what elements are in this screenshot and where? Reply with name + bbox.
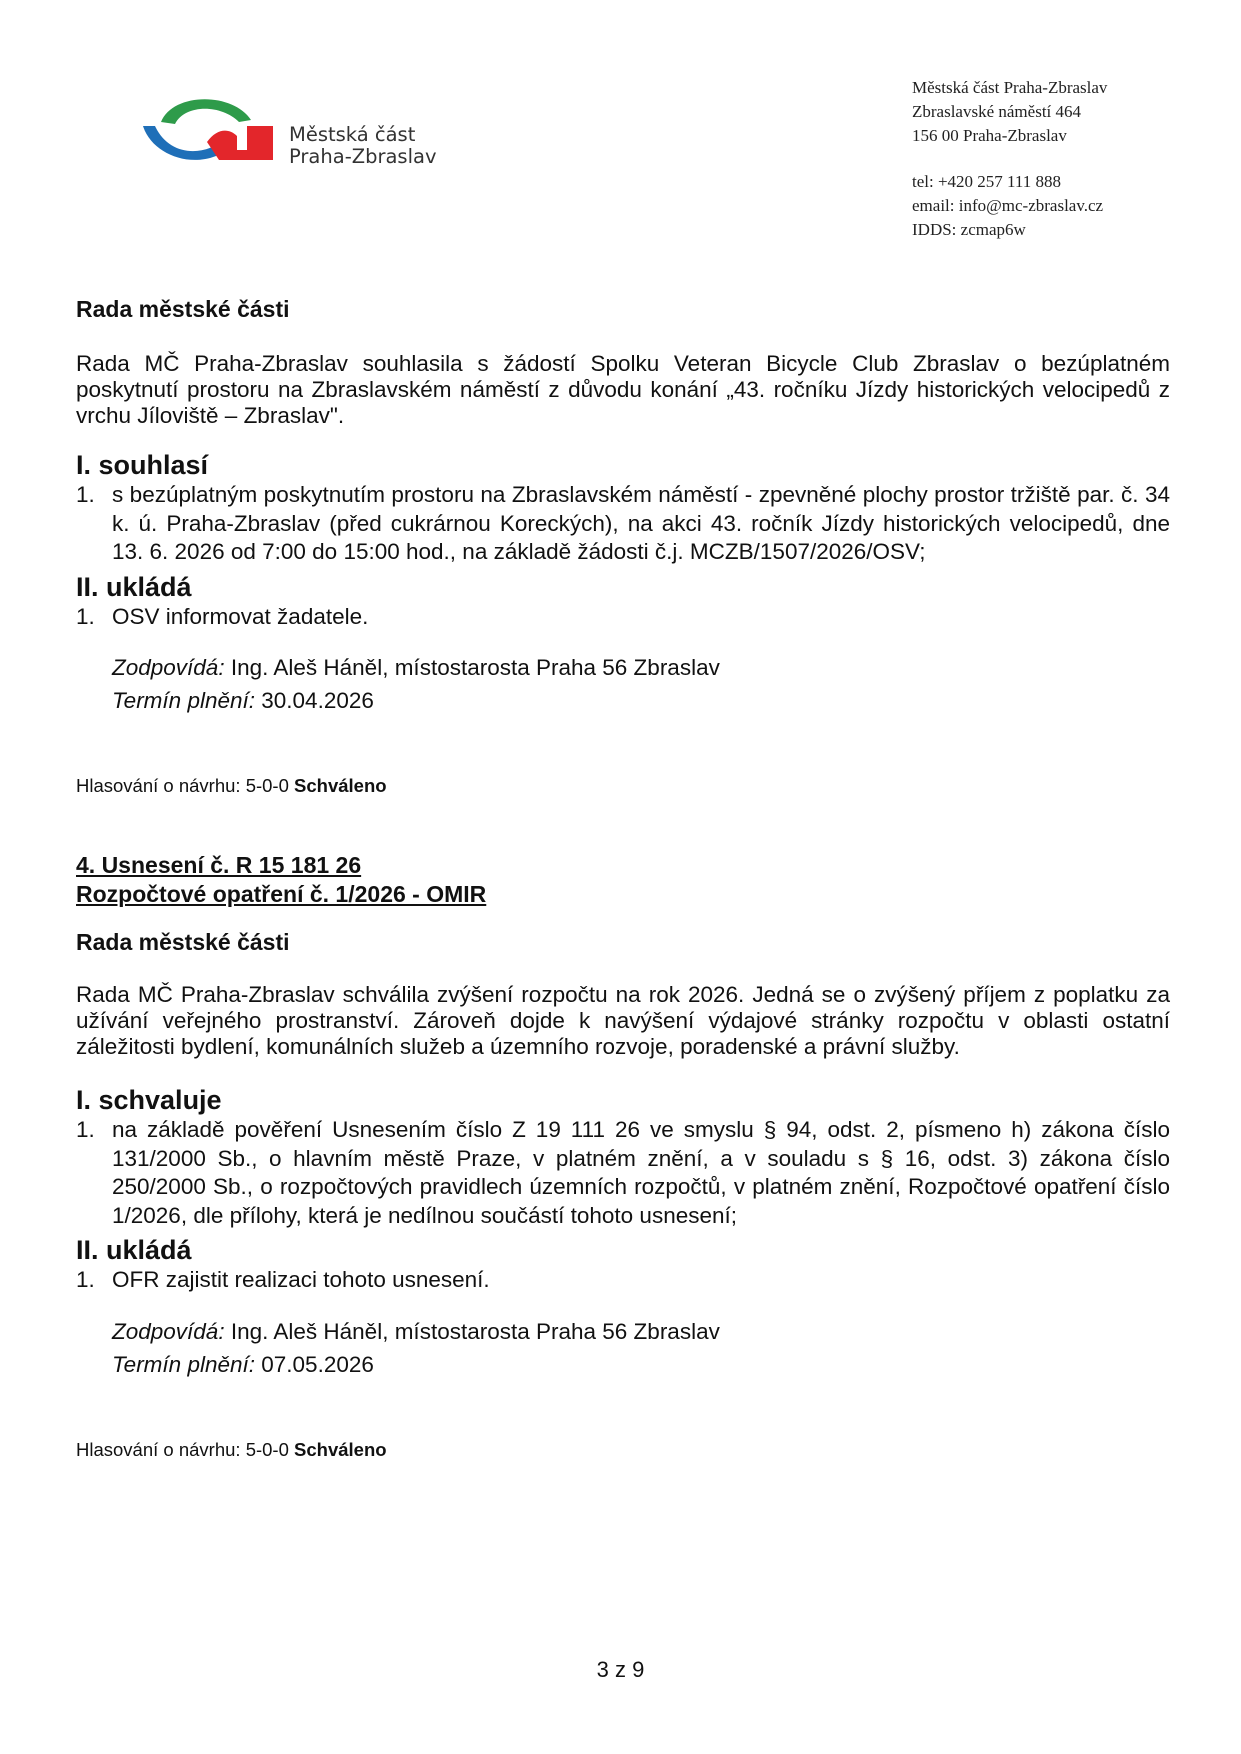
section-title-agrees: I. souhlasí bbox=[76, 450, 209, 480]
email-line: email: info@mc-zbraslav.cz bbox=[912, 196, 1104, 215]
address-line: Zbraslavské náměstí 464 bbox=[912, 102, 1082, 121]
logo-emblem-icon bbox=[143, 98, 283, 168]
vote-result: Hlasování o návrhu: 5-0-0 Schváleno bbox=[76, 775, 387, 796]
section-title-orders: II. ukládá bbox=[76, 571, 192, 602]
deadline-line: Termín plnění: 30.04.2026 bbox=[112, 688, 374, 713]
list-item: 1. s bezúplatným poskytnutím prostoru na Zbraslavském náměstí - zpevněné plochy prostor tržiště par. č. 34 k. ú. Praha-Zbraslav (před cukrárnou Koreckých), na akci 43. ročník Jízdy historických velocipedů, dne 13. 6. 2026 od 7:00 do 15:00 hod., na základě žádosti č.j. MCZB/1507/2026/OSV; bbox=[76, 482, 1170, 564]
vote-result: Hlasování o návrhu: 5-0-0 Schváleno bbox=[76, 1438, 387, 1460]
address-line: Městská část Praha-Zbraslav bbox=[912, 78, 1108, 97]
list-item: 1. OFR zajistit realizaci tohoto usnesení. bbox=[76, 1267, 490, 1292]
resolution-title: Rozpočtové opatření č. 1/2026 - OMIR bbox=[76, 881, 487, 907]
idds-line: IDDS: zcmap6w bbox=[912, 220, 1026, 239]
page-number: 3 z 9 bbox=[596, 1657, 645, 1682]
orders-list bbox=[76, 1266, 1170, 1295]
deadline-line: Termín plnění: 07.05.2026 bbox=[112, 1351, 374, 1377]
orders-list bbox=[76, 603, 1170, 632]
council-heading: Rada městské části bbox=[76, 929, 290, 955]
municipality-logo bbox=[143, 98, 443, 178]
logo-line-1: Městská část bbox=[289, 123, 416, 146]
list-item: 1. OSV informovat žadatele. bbox=[76, 603, 369, 629]
responsible-line: Zodpovídá: Ing. Aleš Háněl, místostarosta Praha 56 Zbraslav bbox=[112, 655, 720, 680]
resolution-intro: Rada MČ Praha-Zbraslav schválila zvýšení rozpočtu na rok 2026. Jedná se o zvýšený příjem z poplatku za užívání veřejného prostranství. Zároveň dojde k navýšení výdajové stránky rozpočtu v oblasti ostatní záležitosti bydlení, komunálních služeb a územního rozvoje, poradenské a právní služby. bbox=[76, 982, 1170, 1059]
responsible-line: Zodpovídá: Ing. Aleš Háněl, místostarosta Praha 56 Zbraslav bbox=[112, 1318, 720, 1344]
section-title-approves: I. schvaluje bbox=[76, 1085, 222, 1115]
approves-list bbox=[76, 1116, 1170, 1230]
resolution-number: 4. Usnesení č. R 15 181 26 bbox=[76, 852, 362, 878]
address-line: 156 00 Praha-Zbraslav bbox=[912, 126, 1067, 145]
logo-wordmark bbox=[289, 124, 437, 168]
phone-line: tel: +420 257 111 888 bbox=[912, 172, 1062, 191]
logo-line-2: Praha-Zbraslav bbox=[289, 145, 437, 168]
section-title-orders: II. ukládá bbox=[76, 1235, 192, 1265]
agrees-list bbox=[76, 481, 1170, 567]
council-heading: Rada městské části bbox=[76, 296, 290, 322]
address-block bbox=[912, 76, 1107, 242]
document-body bbox=[76, 296, 1170, 1461]
list-item: 1. na základě pověření Usnesením číslo Z 19 111 26 ve smyslu § 94, odst. 2, písmeno h) zákona číslo 131/2000 Sb., o hlavním městě Praze, v platném znění, a v souladu s § 16, odst. 3) zákona číslo 250/2000 Sb., o rozpočtových pravidlech územních rozpočtů, v platném znění, Rozpočtové opatření číslo 1/2026, dle přílohy, která je nedílnou součástí tohoto usnesení; bbox=[76, 1117, 1170, 1228]
resolution-intro: Rada MČ Praha-Zbraslav souhlasila s žádostí Spolku Veteran Bicycle Club Zbraslav o bezúplatném poskytnutí prostoru na Zbraslavském náměstí z důvodu konání „43. ročníku Jízdy historických velocipedů z vrchu Jíloviště – Zbraslav". bbox=[76, 351, 1170, 428]
